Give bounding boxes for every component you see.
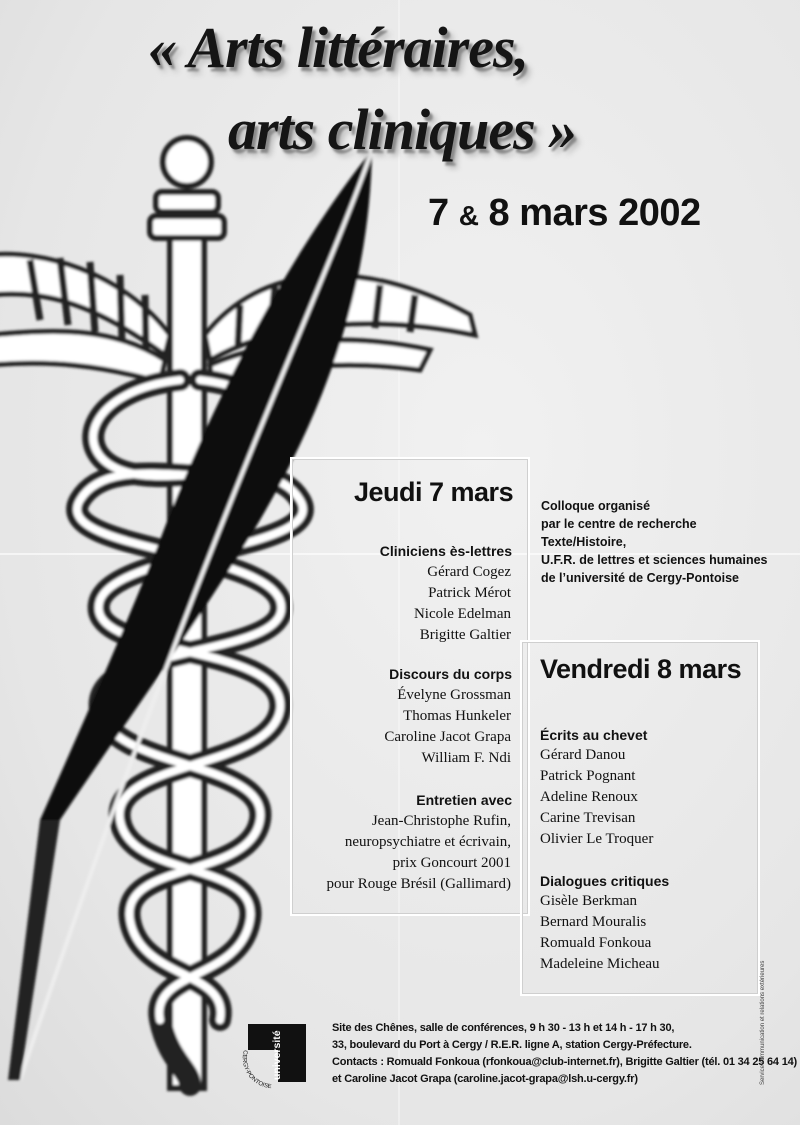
footer-info xyxy=(332,1020,797,1088)
speaker-name: Thomas Hunkeler xyxy=(403,708,511,724)
logo-arc-textpath: CERGY-PONTOISE xyxy=(240,1049,272,1091)
colloque-line: de l’université de Cergy-Pontoise xyxy=(541,571,739,585)
section-title: Entretien avec xyxy=(416,792,512,808)
colloque-info xyxy=(541,497,767,587)
poster-title-line-1: « Arts littéraires, xyxy=(148,15,529,80)
thursday-heading: Jeudi 7 mars xyxy=(354,477,514,507)
poster-title-line-2: arts cliniques » xyxy=(228,97,577,162)
interview-line: neuropsychiatre et écrivain, xyxy=(344,834,511,850)
colloque-line: par le centre de recherche xyxy=(541,517,697,531)
friday-heading: Vendredi 8 mars xyxy=(540,654,742,684)
date-rest: 8 mars 2002 xyxy=(488,192,701,234)
speaker-name: Carine Trevisan xyxy=(540,810,636,826)
speaker-name: Nicole Edelman xyxy=(413,606,511,622)
speaker-list xyxy=(384,685,511,769)
university-logo xyxy=(236,1020,308,1092)
speaker-name: Patrick Pognant xyxy=(540,768,636,784)
interview-details xyxy=(326,811,511,895)
speaker-name: Madeleine Micheau xyxy=(540,956,660,972)
footer-line: et Caroline Jacot Grapa (caroline.jacot-grapa@lsh.u-cergy.fr) xyxy=(332,1073,638,1085)
date-ampersand: & xyxy=(458,200,479,231)
footer-line: 33, boulevard du Port à Cergy / R.E.R. ligne A, station Cergy-Préfecture. xyxy=(332,1039,692,1051)
service-credit: Service communication et relations extérieures xyxy=(760,960,766,1085)
speaker-name: Patrick Mérot xyxy=(428,585,511,601)
colloque-line: U.F.R. de lettres et sciences humaines xyxy=(541,553,768,567)
speaker-name: Olivier Le Troquer xyxy=(540,831,654,847)
footer-line: Contacts : Romuald Fonkoua (rfonkoua@club-internet.fr), Brigitte Galtier (tél. 01 34 25 64 14) xyxy=(332,1056,798,1068)
speaker-name: Caroline Jacot Grapa xyxy=(384,729,511,745)
speaker-name: William F. Ndi xyxy=(421,750,511,766)
speaker-list xyxy=(540,891,660,975)
speaker-name: Brigitte Galtier xyxy=(419,627,511,643)
speaker-name: Gisèle Berkman xyxy=(540,893,638,909)
speaker-name: Romuald Fonkoua xyxy=(540,935,652,951)
speaker-name: Adeline Renoux xyxy=(540,789,638,805)
speaker-list xyxy=(414,562,511,646)
section-title: Dialogues critiques xyxy=(540,873,670,889)
speaker-name: Évelyne Grossman xyxy=(397,687,511,703)
section-title: Écrits au chevet xyxy=(540,727,648,743)
event-dates xyxy=(428,192,701,235)
footer-line: Site des Chênes, salle de conférences, 9 h 30 - 13 h et 14 h - 17 h 30, xyxy=(332,1022,675,1034)
interview-line: Jean-Christophe Rufin, xyxy=(371,813,511,829)
interview-line: pour Rouge Brésil (Gallimard) xyxy=(326,876,511,892)
logo-arc-text xyxy=(241,1050,272,1091)
section-title: Cliniciens ès-lettres xyxy=(379,543,512,559)
speaker-name: Gérard Cogez xyxy=(427,564,511,580)
speaker-name: Gérard Danou xyxy=(540,747,626,763)
speaker-list xyxy=(540,745,653,850)
logo-word: université xyxy=(271,1030,283,1080)
section-title: Discours du corps xyxy=(389,666,512,682)
interview-line: prix Goncourt 2001 xyxy=(392,855,511,871)
colloque-line: Colloque organisé xyxy=(541,499,651,513)
date-day1: 7 xyxy=(428,192,449,234)
colloque-line: Texte/Histoire, xyxy=(541,535,627,549)
speaker-name: Bernard Mouralis xyxy=(540,914,647,930)
